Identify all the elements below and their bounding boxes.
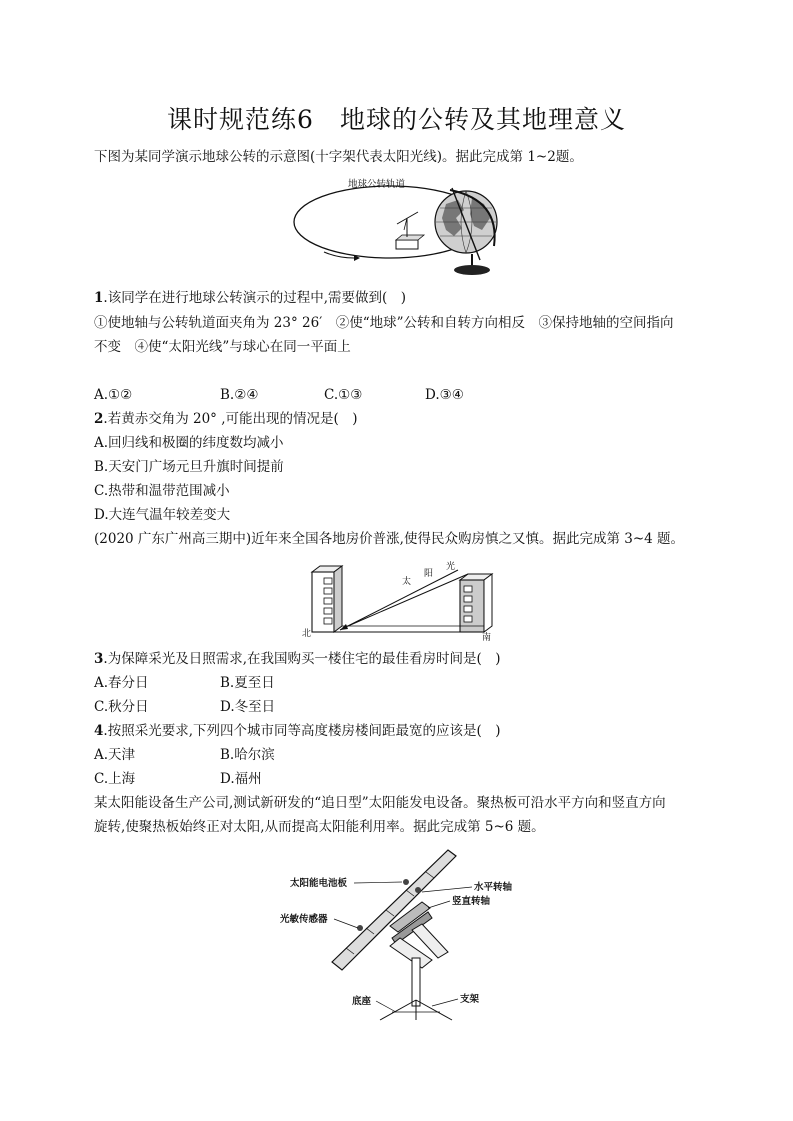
option-d[interactable]: D.福州 [220, 771, 262, 787]
base-label: 底座 [352, 996, 372, 1007]
south-building [460, 574, 492, 632]
question-3-text: .为保障采光及日照需求,在我国购买一楼住宅的最佳看房时间是( ) [103, 651, 501, 667]
option-b[interactable]: B.哈尔滨 [220, 747, 275, 763]
solar-tracker-figure [272, 842, 512, 1022]
question-2-text: .若黄赤交角为 20° ,可能出现的情况是( ) [103, 411, 358, 427]
option-a[interactable]: A.①② [94, 387, 133, 403]
question-1-stem [94, 287, 704, 309]
sun-ray [340, 570, 458, 630]
building-sunlight-figure [300, 560, 496, 642]
north-building [312, 566, 342, 632]
option-b[interactable]: B.天安门广场元旦升旗时间提前 [94, 459, 284, 475]
option-c[interactable]: C.上海 [94, 771, 136, 787]
globe-icon [435, 188, 497, 275]
stand-label: 支架 [460, 994, 480, 1005]
question-4-text: .按照采光要求,下列四个城市同等高度楼房楼间距最宽的应该是( ) [103, 723, 501, 739]
question-4-number: 4 [94, 723, 104, 739]
option-b[interactable]: B.②④ [220, 387, 259, 403]
sun-label-1: 太 [402, 577, 412, 587]
vertical-axis-label: 竖直转轴 [452, 896, 491, 907]
sun-label-2: 阳 [424, 569, 434, 579]
intro-q5-6-line1: 某太阳能设备生产公司,测试新研发的“追日型”太阳能发电设备。聚热板可沿水平方向和竖直方向 [94, 795, 666, 811]
north-label: 北 [302, 629, 312, 639]
option-d[interactable]: D.大连气温年较差变大 [94, 507, 231, 523]
sensor-label: 光敏传感器 [280, 914, 328, 925]
question-1-line2: ①使地轴与公转轨道面夹角为 23° 26′ ②使“地球”公转和自转方向相反 ③保持地轴的空间指向 [94, 315, 674, 331]
panel-label: 太阳能电池板 [290, 878, 348, 889]
orbit-demo-figure [286, 174, 506, 280]
option-c[interactable]: C.热带和温带范围减小 [94, 483, 230, 499]
stand-base [396, 240, 418, 249]
question-1-text: .该同学在进行地球公转演示的过程中,需要做到( ) [103, 290, 407, 306]
horizontal-axis-label: 水平转轴 [474, 882, 512, 893]
question-3-number: 3 [94, 651, 104, 667]
question-3-stem [94, 648, 704, 670]
question-4-stem [94, 720, 704, 742]
option-c[interactable]: C.①③ [324, 387, 363, 403]
question-1-number: 1 [94, 290, 104, 306]
question-2-number: 2 [94, 411, 104, 427]
page-title: 课时规范练6 地球的公转及其地理意义 [167, 105, 626, 134]
question-1-line3: 不变 ④使“太阳光线”与球心在同一平面上 [94, 339, 351, 355]
intro-q3-4: (2020 广东广州高三期中)近年来全国各地房价普涨,使得民众购房慎之又慎。据此完成第 3~4 题。 [94, 531, 685, 547]
option-a[interactable]: A.春分日 [94, 675, 149, 691]
option-d[interactable]: D.③④ [425, 387, 464, 403]
option-a[interactable]: A.回归线和极圈的纬度数均减小 [94, 435, 284, 451]
option-b[interactable]: B.夏至日 [220, 675, 275, 691]
option-a[interactable]: A.天津 [94, 747, 136, 763]
intro-q1-2: 下图为某同学演示地球公转的示意图(十字架代表太阳光线)。据此完成第 1~2题。 [94, 149, 583, 165]
option-d[interactable]: D.冬至日 [220, 699, 276, 715]
sun-label-3: 光 [446, 562, 456, 572]
question-2-stem [94, 408, 704, 430]
intro-q5-6-line2: 旋转,使聚热板始终正对太阳,从而提高太阳能利用率。据此完成第 5~6 题。 [94, 819, 545, 835]
option-c[interactable]: C.秋分日 [94, 699, 149, 715]
south-label: 南 [482, 633, 492, 642]
orbit-label: 地球公转轨道 [348, 179, 406, 190]
